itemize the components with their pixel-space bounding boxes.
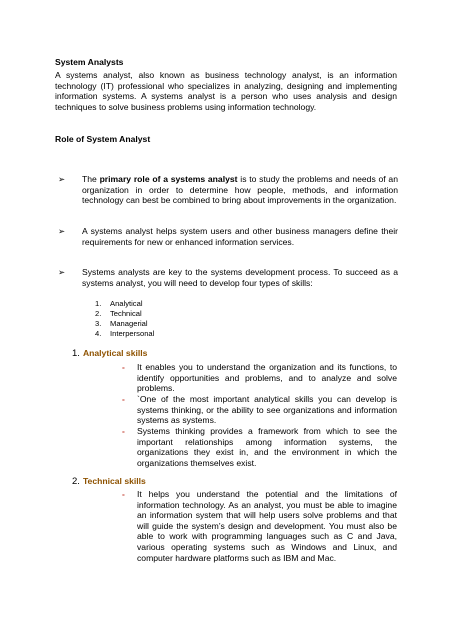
list-item: 1. Analytical	[95, 299, 143, 308]
bullet-text: Systems analysts are key to the systems development process. To succeed as a systems analyst, you will need to develop four types of skills:	[82, 267, 398, 288]
arrow-bullet-icon: ➢	[58, 174, 66, 184]
dash-item: - `One of the most important analytical skills you can develop is systems thinking, or the ability to see organizations and information systems as systems.	[122, 394, 397, 426]
list-item: 3. Managerial	[95, 319, 148, 328]
bullet-text: The primary role of a systems analyst is to study the problems and needs of an organization in order to determine how people, methods, and information technology can best be combined to bring about improvements in the organization.	[82, 174, 398, 206]
arrow-bullet-icon: ➢	[58, 267, 66, 277]
bullet-item	[58, 174, 398, 206]
skills-list	[95, 299, 154, 339]
arrow-bullet-icon: ➢	[58, 226, 66, 236]
heading-role: Role of System Analyst	[55, 134, 151, 144]
list-item: 4. Interpersonal	[95, 329, 155, 338]
bullet-item	[58, 226, 398, 247]
dash-bullet-icon: -	[122, 489, 125, 499]
bullet-item	[58, 267, 398, 288]
bullet-text: A systems analyst helps system users and other business managers define their requirements for new or enhanced information services.	[82, 226, 398, 247]
list-item: 2. Technical	[95, 309, 142, 318]
intro-paragraph: A systems analyst, also known as business technology analyst, is an information technology (IT) professional who specializes in analyzing, designing and implementing information systems. A systems analyst is a person who uses analysis and design techniques to solve business problems using information technology.	[55, 70, 397, 112]
dash-bullet-icon: -	[122, 362, 125, 372]
dash-bullet-icon: -	[122, 426, 125, 436]
dash-bullet-icon: -	[122, 394, 125, 404]
section-heading-technical: 2. Technical skills	[72, 476, 146, 487]
section-heading-analytical: 1. Analytical skills	[72, 348, 148, 359]
dash-item: - It enables you to understand the organization and its functions, to identify opportunities and problems, and to analyze and solve problems.	[122, 362, 397, 394]
dash-item: - It helps you understand the potential and the limitations of information technology. As an analyst, you must be able to imagine an information system that will help users solve problems and that will guide the system’s design and development. You must also be able to work with programming languages such as C and Java, various operating systems such as Windows and Linux, and computer hardware platforms such as IBM and Mac.	[122, 489, 397, 563]
heading-system-analysts: System Analysts	[55, 57, 124, 67]
dash-item: - Systems thinking provides a framework from which to see the important relationships among information systems, the organizations they exist in, and the environment in which the organizations themselves exist.	[122, 426, 397, 468]
